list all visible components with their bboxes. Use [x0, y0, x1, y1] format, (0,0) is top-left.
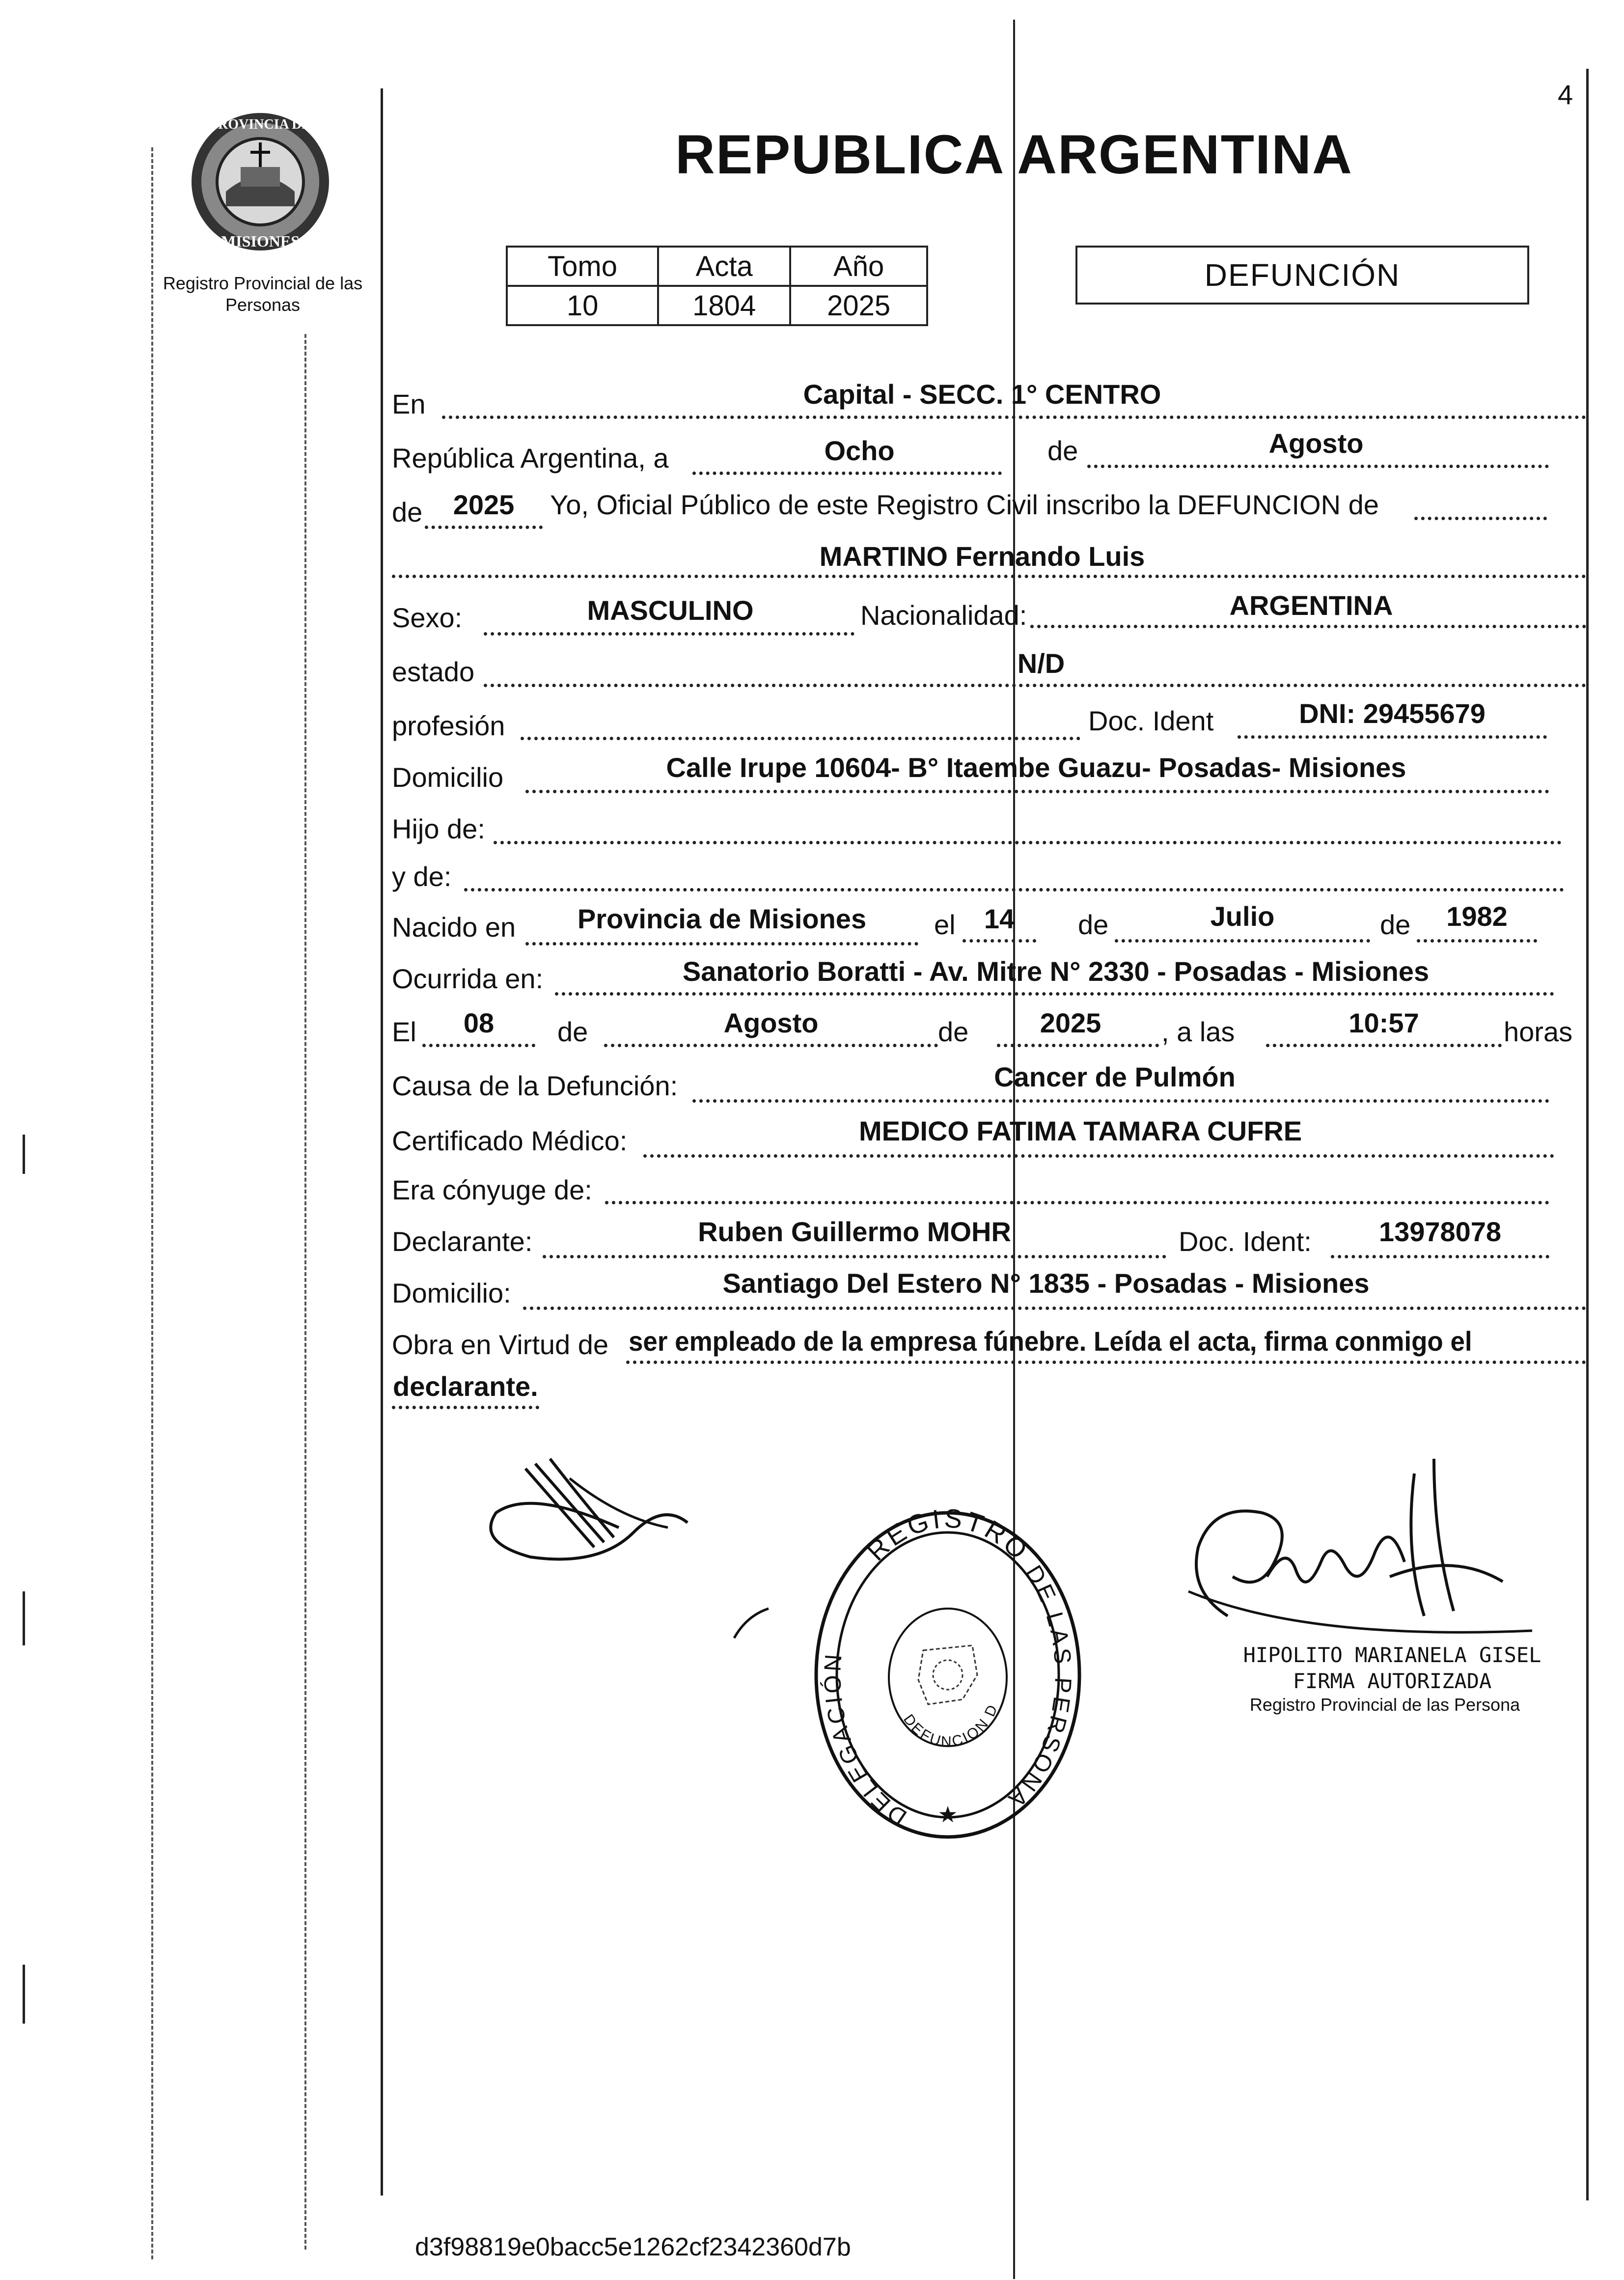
birth-day-line [963, 939, 1036, 943]
domicilio-value-2: Santiago Del Estero N° 1835 - Posadas - Misiones [722, 1268, 1370, 1299]
causa-line [692, 1099, 1549, 1103]
doc-ident-line-2 [1331, 1255, 1549, 1258]
month-value: Agosto [1268, 428, 1364, 459]
declarante-label: Declarante: [392, 1226, 533, 1257]
acta-value: 1804 [658, 286, 790, 325]
obra-value-2: declarante. [393, 1371, 538, 1402]
de-label-3: de [1078, 909, 1109, 940]
birth-day-value: 14 [984, 903, 1015, 934]
declarant-signature [471, 1449, 717, 1586]
republica-label: República Argentina, a [392, 443, 669, 473]
en-line [442, 416, 1586, 419]
declarante-line [543, 1255, 1166, 1258]
nacionalidad-value: ARGENTINA [1229, 590, 1393, 621]
name-line [392, 575, 1586, 578]
official-name: HIPOLITO MARIANELA GISEL [1243, 1643, 1541, 1667]
death-year-value: 2025 [1040, 1007, 1101, 1038]
day-line [692, 472, 1002, 475]
de-label-6: de [938, 1016, 969, 1047]
edge-mark-3 [23, 1965, 25, 2024]
place-value: Capital - SECC. 1° CENTRO [803, 379, 1161, 410]
death-time-line [1266, 1044, 1502, 1047]
svg-text:DELEGACIÓN DEL: DELEGACIÓN [820, 1650, 912, 1831]
estado-value: N/D [1017, 648, 1065, 679]
year-value: 2025 [453, 489, 515, 520]
acta-header: Acta [658, 247, 790, 286]
nacionalidad-line [1030, 625, 1586, 628]
tomo-value: 10 [507, 286, 658, 325]
ocurrida-en-value: Sanatorio Boratti - Av. Mitre N° 2330 - Posadas - Misiones [682, 956, 1430, 987]
death-month-value: Agosto [723, 1007, 819, 1038]
provincial-emblem-logo [187, 108, 334, 255]
y-de-line [464, 888, 1564, 891]
nacionalidad-label: Nacionalidad: [860, 600, 1027, 631]
svg-text:DEFUNCION DIGITAL: DEFUNCION D [900, 1701, 1002, 1751]
birth-year-line [1417, 939, 1537, 943]
doc-ident-label-2: Doc. Ident: [1179, 1226, 1312, 1257]
estado-label: estado [392, 656, 475, 687]
doc-ident-label: Doc. Ident [1088, 705, 1214, 736]
certificado-value: MEDICO FATIMA TAMARA CUFRE [858, 1115, 1302, 1146]
edge-mark-2 [23, 1591, 25, 1645]
domicilio-value: Calle Irupe 10604- B° Itaembe Guazu- Posadas- Misiones [666, 752, 1406, 783]
conyuge-line [605, 1201, 1549, 1204]
domicilio-line [525, 790, 1549, 793]
el-label-1: el [934, 909, 956, 940]
left-frame-line [381, 88, 383, 2196]
tomo-header: Tomo [507, 247, 658, 286]
doc-ident-value: DNI: 29455679 [1299, 698, 1486, 729]
deceased-name-value: MARTINO Fernando Luis [819, 541, 1145, 572]
a-las-label: , a las [1161, 1016, 1235, 1047]
obra-value-1: ser empleado de la empresa fúnebre. Leída el acta, firma conmigo el [629, 1326, 1472, 1357]
death-day-value: 08 [463, 1007, 495, 1038]
svg-text:REGISTRO: REGISTRO [861, 1503, 1035, 1567]
obra-line-1 [626, 1361, 1586, 1364]
inner-margin-dash [304, 334, 306, 2250]
day-value: Ocho [824, 435, 895, 466]
de-label-2: de [392, 497, 423, 528]
birth-month-value: Julio [1210, 901, 1275, 932]
inscribe-line [1414, 517, 1547, 520]
page-title: REPUBLICA ARGENTINA [675, 124, 1353, 185]
fold-line [1013, 20, 1015, 2279]
ocurrida-en-label: Ocurrida en: [392, 963, 544, 994]
delegation-seal-stamp [800, 1503, 1095, 1847]
domicilio-line-2 [523, 1307, 1586, 1310]
svg-text:PROVINCIA DE: PROVINCIA DE [209, 117, 311, 132]
de-label-5: de [557, 1016, 588, 1047]
y-de-label: y de: [392, 861, 452, 892]
en-label: En [392, 389, 426, 419]
ocurrida-en-line [555, 992, 1554, 996]
record-number-table [506, 246, 928, 326]
estado-line [484, 684, 1586, 687]
right-frame-line [1586, 69, 1589, 2200]
ano-value: 2025 [790, 286, 927, 325]
de-label-4: de [1380, 909, 1411, 940]
causa-value: Cancer de Pulmón [994, 1061, 1236, 1092]
birth-year-value: 1982 [1446, 901, 1508, 932]
edge-mark-1 [23, 1135, 25, 1174]
official-role: FIRMA AUTORIZADA [1293, 1669, 1492, 1693]
certificado-label: Certificado Médico: [392, 1125, 628, 1156]
hijo-de-line [494, 841, 1562, 844]
death-day-line [422, 1044, 535, 1047]
page-number: 4 [1558, 79, 1573, 110]
death-time-value: 10:57 [1349, 1007, 1419, 1038]
inscribe-text: Yo, Oficial Público de este Registro Civil inscribo la DEFUNCION de [550, 489, 1379, 520]
profesion-label: profesión [392, 710, 505, 741]
month-line [1087, 465, 1549, 468]
svg-text:DE LAS PERSONAS: DE LAS PERSONA [1001, 1561, 1076, 1814]
sexo-line [484, 632, 854, 636]
registry-name: Registro Provincial de las Personas [163, 273, 363, 315]
certificado-line [643, 1154, 1554, 1158]
sexo-value: MASCULINO [587, 595, 754, 626]
record-type-box: DEFUNCIÓN [1075, 246, 1529, 305]
hijo-de-label: Hijo de: [392, 813, 485, 844]
birth-month-line [1115, 939, 1370, 943]
declarante-value: Ruben Guillermo MOHR [698, 1216, 1011, 1247]
el-label-2: El [392, 1016, 416, 1047]
profesion-line [521, 737, 1080, 740]
domicilio-label-2: Domicilio: [392, 1278, 511, 1308]
ano-header: Año [790, 247, 927, 286]
obra-line-2 [392, 1406, 539, 1409]
svg-text:MISIONES: MISIONES [220, 232, 300, 250]
death-month-line [604, 1044, 938, 1047]
causa-label: Causa de la Defunción: [392, 1070, 678, 1101]
pen-mark [732, 1606, 771, 1640]
de-label-1: de [1047, 435, 1078, 466]
doc-ident-value-2: 13978078 [1378, 1216, 1502, 1247]
horas-label: horas [1504, 1016, 1573, 1047]
nacido-en-value: Provincia de Misiones [577, 903, 867, 934]
doc-ident-line [1238, 735, 1547, 739]
death-year-line [997, 1044, 1159, 1047]
domicilio-label: Domicilio [392, 762, 504, 793]
document-hash: d3f98819e0bacc5e1262cf2342360d7b [415, 2233, 851, 2261]
left-margin-dash [151, 147, 153, 2259]
nacido-en-label: Nacido en [392, 912, 516, 943]
obra-label: Obra en Virtud de [392, 1329, 609, 1360]
official-institution: Registro Provincial de las Persona [1249, 1695, 1520, 1715]
svg-text:★: ★ [937, 1801, 958, 1828]
official-signature [1159, 1454, 1542, 1660]
year-line [425, 526, 543, 529]
conyuge-label: Era cónyuge de: [392, 1174, 592, 1205]
sexo-label: Sexo: [392, 602, 463, 633]
nacido-en-line [525, 942, 918, 945]
